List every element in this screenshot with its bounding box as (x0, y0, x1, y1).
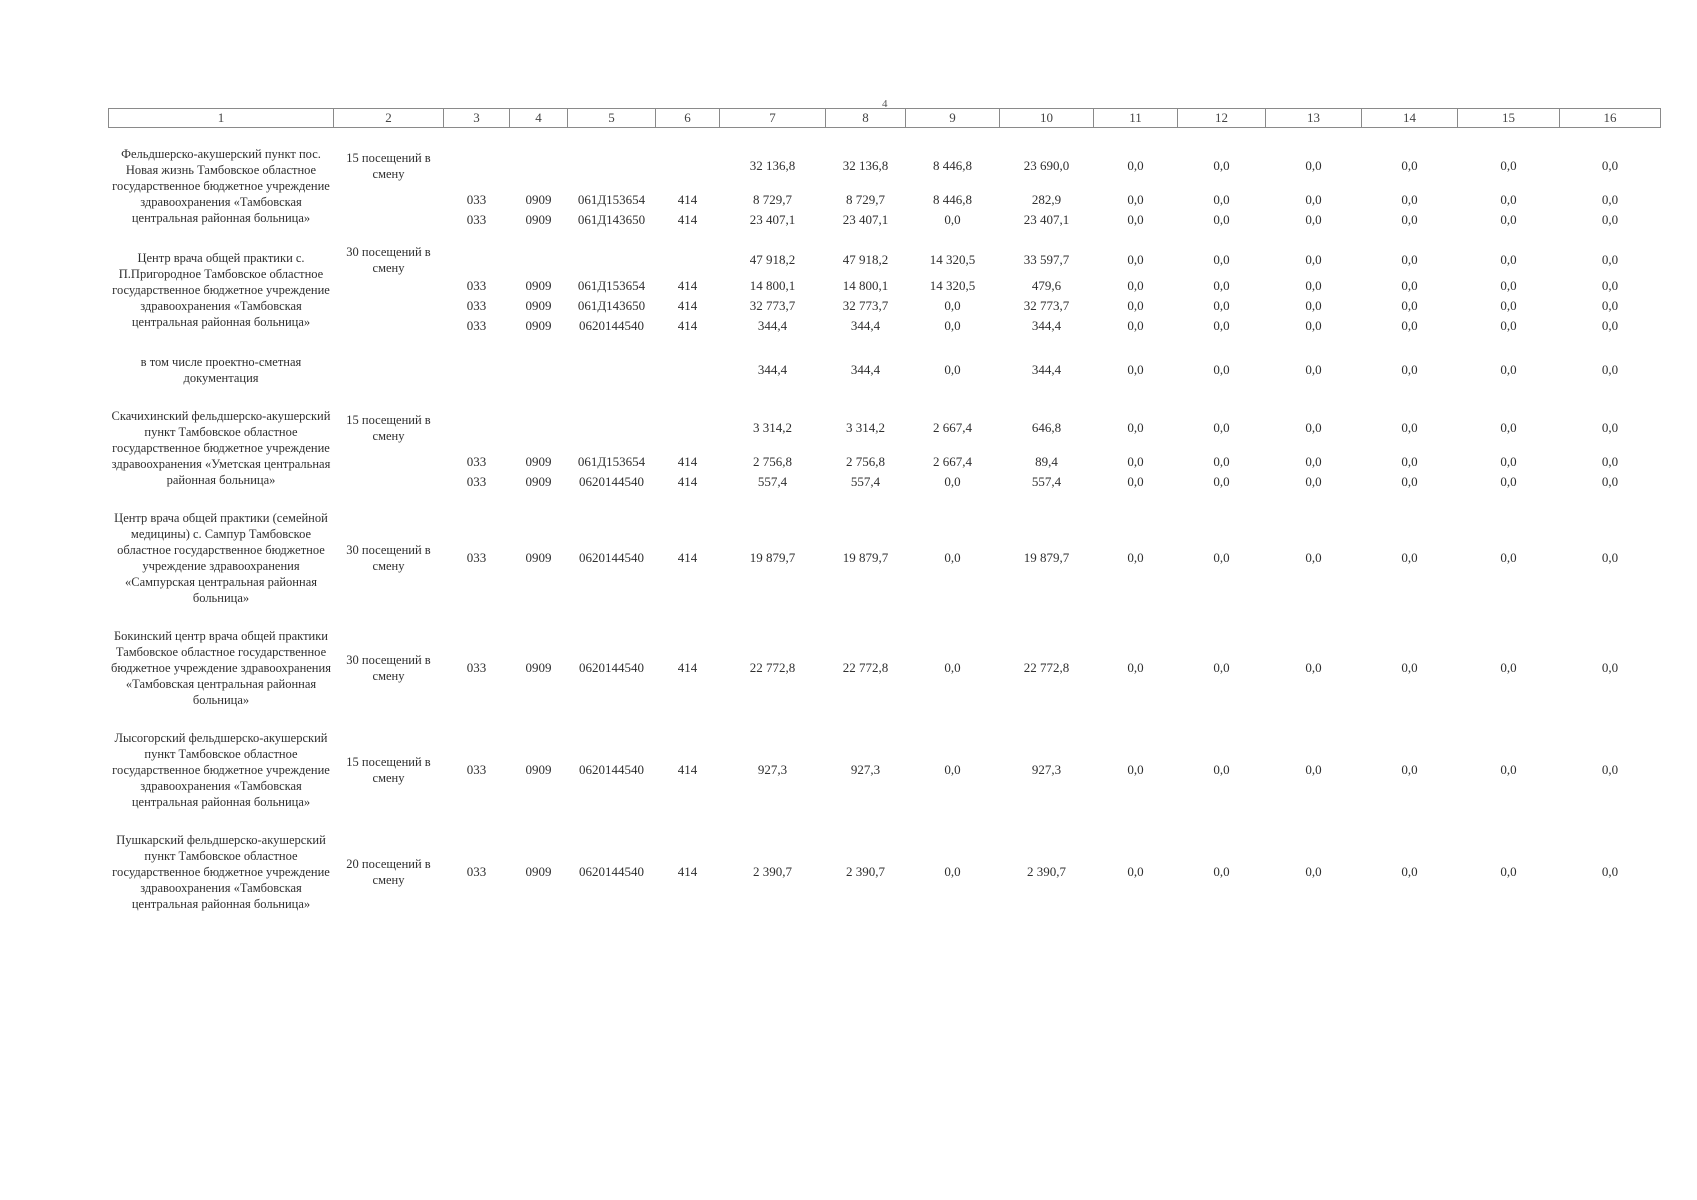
value-col-16: 0,0 (1601, 454, 1619, 469)
value-col-14: 0,0 (1401, 298, 1418, 313)
value-col-13: 0,0 (1305, 318, 1322, 333)
value-col-16: 0,0 (1601, 362, 1619, 377)
column-header-1: 1 (109, 109, 334, 128)
ministry-code: 033 (466, 550, 487, 565)
value-col-10: 33 597,7 (1023, 252, 1070, 267)
value-col-10: 19 879,7 (1023, 550, 1070, 565)
value-col-8: 22 772,8 (842, 660, 889, 675)
value-col-10: 927,3 (1031, 762, 1062, 777)
object-name: Бокинский центр врача общей практики Тамбовское областное государственное бюджетное учреждение здравоохранения «Тамбовская центральная районная больница» (111, 629, 331, 707)
value-col-15: 0,0 (1500, 192, 1517, 207)
spacer-cell (109, 610, 1661, 624)
value-col-14: 0,0 (1401, 420, 1418, 435)
value-col-8: 23 407,1 (842, 212, 889, 227)
value-col-9: 0,0 (944, 212, 961, 227)
ministry-code: 033 (466, 318, 487, 333)
section-code: 0909 (525, 454, 552, 469)
value-col-12: 0,0 (1213, 660, 1230, 675)
row-spacer (109, 712, 1661, 726)
target-article-code (568, 142, 656, 190)
object-capacity: 15 посещений в смену (346, 413, 431, 443)
value-col-9: 2 667,4 (933, 420, 972, 435)
value-col-9: 14 320,5 (929, 278, 976, 293)
value-col-7: 8 729,7 (753, 192, 792, 207)
ministry-code: 033 (466, 278, 487, 293)
value-col-10: 89,4 (1035, 454, 1058, 469)
section-code: 0909 (525, 212, 552, 227)
value-col-10: 344,4 (1031, 318, 1062, 333)
value-col-9: 0,0 (944, 298, 961, 313)
spacer-cell (109, 814, 1661, 828)
value-col-7: 14 800,1 (749, 278, 796, 293)
budget-table (108, 108, 1661, 916)
expense-type-code: 414 (677, 762, 698, 777)
value-col-9: 8 446,8 (933, 158, 972, 173)
object-row (109, 828, 1661, 916)
section-code: 0909 (525, 864, 552, 879)
target-article-code: 061Д153654 (577, 278, 646, 293)
value-col-7: 344,4 (757, 362, 788, 377)
spacer-cell (109, 230, 1661, 244)
value-col-11: 0,0 (1127, 318, 1144, 333)
value-col-9: 0,0 (944, 318, 961, 333)
object-row (109, 726, 1661, 814)
value-col-12: 0,0 (1213, 298, 1230, 313)
object-capacity: 15 посещений в смену (346, 755, 431, 785)
value-col-9: 14 320,5 (929, 252, 976, 267)
value-col-16: 0,0 (1601, 762, 1619, 777)
value-col-7: 23 407,1 (749, 212, 796, 227)
column-header-16: 16 (1560, 109, 1661, 128)
object-name: Центр врача общей практики с. П.Пригородное Тамбовское областное государственное бюджетное учреждение здравоохранения «Тамбовская центральная районная больница» (112, 251, 330, 329)
value-col-8: 8 729,7 (846, 192, 885, 207)
section-code: 0909 (525, 660, 552, 675)
value-col-7: 32 136,8 (749, 158, 796, 173)
section-code (510, 142, 568, 190)
object-name: Пушкарский фельдшерско-акушерский пункт Тамбовское областное государственное бюджетное учреждение здравоохранения «Тамбовская центральная районная больница» (112, 833, 330, 911)
value-col-15: 0,0 (1500, 454, 1517, 469)
spacer-cell (109, 128, 1661, 143)
object-capacity: 30 посещений в смену (346, 543, 431, 573)
ministry-code: 033 (466, 660, 487, 675)
value-col-8: 2 390,7 (846, 864, 885, 879)
value-col-14: 0,0 (1401, 762, 1418, 777)
ministry-code: 033 (466, 192, 487, 207)
value-col-9: 2 667,4 (933, 454, 972, 469)
value-col-13: 0,0 (1305, 362, 1322, 377)
target-article-code: 0620144540 (579, 550, 644, 565)
section-code: 0909 (525, 318, 552, 333)
object-row (109, 624, 1661, 712)
object-capacity (334, 350, 444, 390)
object-capacity: 30 посещений в смену (346, 653, 431, 683)
expense-type-code: 414 (677, 864, 698, 879)
value-col-15: 0,0 (1500, 158, 1517, 173)
expense-type-code: 414 (677, 318, 698, 333)
expense-type-code: 414 (677, 192, 698, 207)
ministry-code (444, 142, 510, 190)
target-article-code: 061Д143650 (577, 298, 646, 313)
value-col-14: 0,0 (1401, 474, 1418, 489)
value-col-12: 0,0 (1213, 474, 1230, 489)
value-col-10: 344,4 (1031, 362, 1062, 377)
object-row (109, 142, 1661, 190)
value-col-16: 0,0 (1601, 278, 1619, 293)
value-col-14: 0,0 (1401, 864, 1418, 879)
value-col-16: 0,0 (1601, 550, 1619, 565)
value-col-12: 0,0 (1213, 550, 1230, 565)
value-col-10: 23 407,1 (1023, 212, 1070, 227)
value-col-13: 0,0 (1305, 454, 1322, 469)
object-name: Фельдшерско-акушерский пункт пос. Новая жизнь Тамбовское областное государственное бюджетное учреждение здравоохранения «Тамбовская центральная районная больница» (112, 147, 330, 225)
value-col-16: 0,0 (1601, 420, 1619, 435)
column-header-12: 12 (1178, 109, 1266, 128)
capacity-empty (334, 296, 444, 316)
value-col-14: 0,0 (1401, 192, 1418, 207)
row-spacer (109, 230, 1661, 244)
spacer-cell (109, 390, 1661, 404)
value-col-12: 0,0 (1213, 362, 1230, 377)
value-col-9: 8 446,8 (933, 192, 972, 207)
value-col-16: 0,0 (1601, 212, 1619, 227)
column-header-2: 2 (334, 109, 444, 128)
value-col-14: 0,0 (1401, 550, 1418, 565)
table-body (109, 128, 1661, 917)
expense-type-code: 414 (677, 660, 698, 675)
ministry-code: 033 (466, 762, 487, 777)
value-col-12: 0,0 (1213, 762, 1230, 777)
value-col-14: 0,0 (1401, 212, 1418, 227)
section-code (510, 404, 568, 452)
column-header-10: 10 (1000, 109, 1094, 128)
value-col-7: 2 390,7 (753, 864, 792, 879)
ministry-code: 033 (466, 864, 487, 879)
column-header-15: 15 (1458, 109, 1560, 128)
value-col-8: 927,3 (850, 762, 881, 777)
ministry-code: 033 (466, 454, 487, 469)
value-col-16: 0,0 (1601, 864, 1619, 879)
object-name: в том числе проектно-сметная документация (140, 355, 302, 385)
value-col-16: 0,0 (1601, 298, 1619, 313)
column-header-8: 8 (826, 109, 906, 128)
value-col-7: 32 773,7 (749, 298, 796, 313)
value-col-11: 0,0 (1127, 454, 1144, 469)
value-col-10: 32 773,7 (1023, 298, 1070, 313)
value-col-12: 0,0 (1213, 454, 1230, 469)
funding-row (109, 472, 1661, 492)
value-col-12: 0,0 (1213, 278, 1230, 293)
value-col-11: 0,0 (1127, 864, 1144, 879)
value-col-11: 0,0 (1127, 298, 1144, 313)
column-header-13: 13 (1266, 109, 1362, 128)
capacity-empty (334, 276, 444, 296)
value-col-15: 0,0 (1500, 474, 1517, 489)
value-col-15: 0,0 (1500, 420, 1517, 435)
value-col-11: 0,0 (1127, 550, 1144, 565)
value-col-13: 0,0 (1305, 278, 1322, 293)
value-col-8: 2 756,8 (846, 454, 885, 469)
object-capacity: 30 посещений в смену (346, 245, 431, 275)
target-article-code: 0620144540 (579, 660, 644, 675)
value-col-11: 0,0 (1127, 420, 1144, 435)
value-col-8: 19 879,7 (842, 550, 889, 565)
object-row (109, 506, 1661, 610)
value-col-11: 0,0 (1127, 212, 1144, 227)
value-col-11: 0,0 (1127, 278, 1144, 293)
section-code: 0909 (525, 550, 552, 565)
ministry-code (444, 350, 510, 390)
target-article-code (568, 244, 656, 276)
section-code: 0909 (525, 298, 552, 313)
spacer-cell (109, 712, 1661, 726)
object-capacity: 15 посещений в смену (346, 151, 431, 181)
section-code: 0909 (525, 278, 552, 293)
expense-type-code (656, 142, 720, 190)
value-col-9: 0,0 (944, 660, 961, 675)
target-article-code: 0620144540 (579, 762, 644, 777)
ministry-code (444, 404, 510, 452)
capacity-empty (334, 316, 444, 336)
value-col-9: 0,0 (944, 762, 961, 777)
value-col-15: 0,0 (1500, 318, 1517, 333)
target-article-code (568, 350, 656, 390)
expense-type-code (656, 404, 720, 452)
expense-type-code (656, 244, 720, 276)
value-col-12: 0,0 (1213, 420, 1230, 435)
section-code (510, 350, 568, 390)
capacity-empty (334, 472, 444, 492)
column-header-9: 9 (906, 109, 1000, 128)
object-name: Лысогорский фельдшерско-акушерский пункт Тамбовское областное государственное бюджетное учреждение здравоохранения «Тамбовская центральная районная больница» (112, 731, 330, 809)
target-article-code: 061Д153654 (577, 454, 646, 469)
funding-row (109, 296, 1661, 316)
object-row (109, 244, 1661, 276)
value-col-8: 344,4 (850, 362, 881, 377)
value-col-10: 479,6 (1031, 278, 1062, 293)
value-col-8: 32 136,8 (842, 158, 889, 173)
value-col-11: 0,0 (1127, 158, 1144, 173)
row-spacer (109, 492, 1661, 506)
section-code (510, 244, 568, 276)
section-code: 0909 (525, 474, 552, 489)
target-article-code: 0620144540 (579, 318, 644, 333)
expense-type-code: 414 (677, 474, 698, 489)
target-article-code: 0620144540 (579, 864, 644, 879)
value-col-9: 0,0 (944, 864, 961, 879)
column-header-4: 4 (510, 109, 568, 128)
section-code: 0909 (525, 762, 552, 777)
value-col-13: 0,0 (1305, 158, 1322, 173)
value-col-13: 0,0 (1305, 660, 1322, 675)
value-col-11: 0,0 (1127, 252, 1144, 267)
column-header-11: 11 (1094, 109, 1178, 128)
value-col-7: 2 756,8 (753, 454, 792, 469)
expense-type-code: 414 (677, 550, 698, 565)
value-col-16: 0,0 (1601, 660, 1619, 675)
value-col-15: 0,0 (1500, 278, 1517, 293)
value-col-7: 927,3 (757, 762, 788, 777)
column-header-6: 6 (656, 109, 720, 128)
expense-type-code: 414 (677, 298, 698, 313)
funding-row (109, 452, 1661, 472)
object-name: Центр врача общей практики (семейной медицины) с. Сампур Тамбовское областное государственное бюджетное учреждение здравоохранения «Сампурская центральная районная больница» (114, 511, 328, 605)
value-col-11: 0,0 (1127, 660, 1144, 675)
value-col-8: 32 773,7 (842, 298, 889, 313)
value-col-15: 0,0 (1500, 362, 1517, 377)
row-spacer (109, 336, 1661, 350)
funding-row (109, 316, 1661, 336)
value-col-14: 0,0 (1401, 318, 1418, 333)
value-col-8: 557,4 (850, 474, 881, 489)
column-header-14: 14 (1362, 109, 1458, 128)
target-article-code: 061Д143650 (577, 212, 646, 227)
value-col-15: 0,0 (1500, 550, 1517, 565)
row-spacer (109, 128, 1661, 143)
ministry-code: 033 (466, 298, 487, 313)
value-col-12: 0,0 (1213, 158, 1230, 173)
target-article-code (568, 404, 656, 452)
value-col-13: 0,0 (1305, 864, 1322, 879)
value-col-15: 0,0 (1500, 252, 1517, 267)
value-col-8: 47 918,2 (842, 252, 889, 267)
column-header-7: 7 (720, 109, 826, 128)
value-col-10: 557,4 (1031, 474, 1062, 489)
ministry-code: 033 (466, 474, 487, 489)
value-col-13: 0,0 (1305, 550, 1322, 565)
value-col-8: 14 800,1 (842, 278, 889, 293)
target-article-code: 0620144540 (579, 474, 644, 489)
value-col-14: 0,0 (1401, 252, 1418, 267)
funding-row (109, 190, 1661, 210)
value-col-10: 282,9 (1031, 192, 1062, 207)
row-spacer (109, 610, 1661, 624)
row-spacer (109, 814, 1661, 828)
page-number: 4 (882, 98, 888, 110)
value-col-9: 0,0 (944, 474, 961, 489)
value-col-7: 47 918,2 (749, 252, 796, 267)
object-name: Скачихинский фельдшерско-акушерский пункт Тамбовское областное государственное бюджетное учреждение здравоохранения «Уметская центральная районная больница» (111, 409, 331, 487)
value-col-11: 0,0 (1127, 762, 1144, 777)
value-col-11: 0,0 (1127, 474, 1144, 489)
ministry-code: 033 (466, 212, 487, 227)
value-col-7: 22 772,8 (749, 660, 796, 675)
value-col-12: 0,0 (1213, 212, 1230, 227)
value-col-13: 0,0 (1305, 420, 1322, 435)
section-code: 0909 (525, 192, 552, 207)
expense-type-code: 414 (677, 454, 698, 469)
column-header-5: 5 (568, 109, 656, 128)
value-col-12: 0,0 (1213, 192, 1230, 207)
funding-row (109, 276, 1661, 296)
value-col-13: 0,0 (1305, 212, 1322, 227)
value-col-13: 0,0 (1305, 252, 1322, 267)
expense-type-code: 414 (677, 212, 698, 227)
value-col-11: 0,0 (1127, 362, 1144, 377)
value-col-15: 0,0 (1500, 298, 1517, 313)
value-col-10: 2 390,7 (1027, 864, 1066, 879)
value-col-14: 0,0 (1401, 362, 1418, 377)
value-col-12: 0,0 (1213, 252, 1230, 267)
value-col-16: 0,0 (1601, 158, 1619, 173)
column-number-row (109, 109, 1661, 128)
value-col-13: 0,0 (1305, 192, 1322, 207)
value-col-15: 0,0 (1500, 762, 1517, 777)
value-col-14: 0,0 (1401, 454, 1418, 469)
value-col-7: 3 314,2 (753, 420, 792, 435)
capacity-empty (334, 210, 444, 230)
value-col-7: 557,4 (757, 474, 788, 489)
value-col-11: 0,0 (1127, 192, 1144, 207)
value-col-8: 3 314,2 (846, 420, 885, 435)
value-col-14: 0,0 (1401, 158, 1418, 173)
value-col-13: 0,0 (1305, 762, 1322, 777)
ministry-code (444, 244, 510, 276)
value-col-13: 0,0 (1305, 474, 1322, 489)
funding-row (109, 210, 1661, 230)
object-row (109, 350, 1661, 390)
value-col-12: 0,0 (1213, 864, 1230, 879)
value-col-13: 0,0 (1305, 298, 1322, 313)
spacer-cell (109, 492, 1661, 506)
value-col-15: 0,0 (1500, 864, 1517, 879)
value-col-10: 23 690,0 (1023, 158, 1070, 173)
value-col-12: 0,0 (1213, 318, 1230, 333)
expense-type-code (656, 350, 720, 390)
capacity-empty (334, 452, 444, 472)
value-col-14: 0,0 (1401, 660, 1418, 675)
value-col-9: 0,0 (944, 362, 961, 377)
value-col-9: 0,0 (944, 550, 961, 565)
value-col-14: 0,0 (1401, 278, 1418, 293)
spacer-cell (109, 336, 1661, 350)
value-col-7: 344,4 (757, 318, 788, 333)
value-col-15: 0,0 (1500, 212, 1517, 227)
value-col-16: 0,0 (1601, 252, 1619, 267)
capacity-empty (334, 190, 444, 210)
value-col-10: 22 772,8 (1023, 660, 1070, 675)
row-spacer (109, 390, 1661, 404)
object-capacity: 20 посещений в смену (346, 857, 431, 887)
column-header-3: 3 (444, 109, 510, 128)
object-row (109, 404, 1661, 452)
value-col-16: 0,0 (1601, 318, 1619, 333)
value-col-16: 0,0 (1601, 192, 1619, 207)
expense-type-code: 414 (677, 278, 698, 293)
value-col-10: 646,8 (1031, 420, 1062, 435)
value-col-15: 0,0 (1500, 660, 1517, 675)
value-col-7: 19 879,7 (749, 550, 796, 565)
target-article-code: 061Д153654 (577, 192, 646, 207)
value-col-8: 344,4 (850, 318, 881, 333)
value-col-16: 0,0 (1601, 474, 1619, 489)
